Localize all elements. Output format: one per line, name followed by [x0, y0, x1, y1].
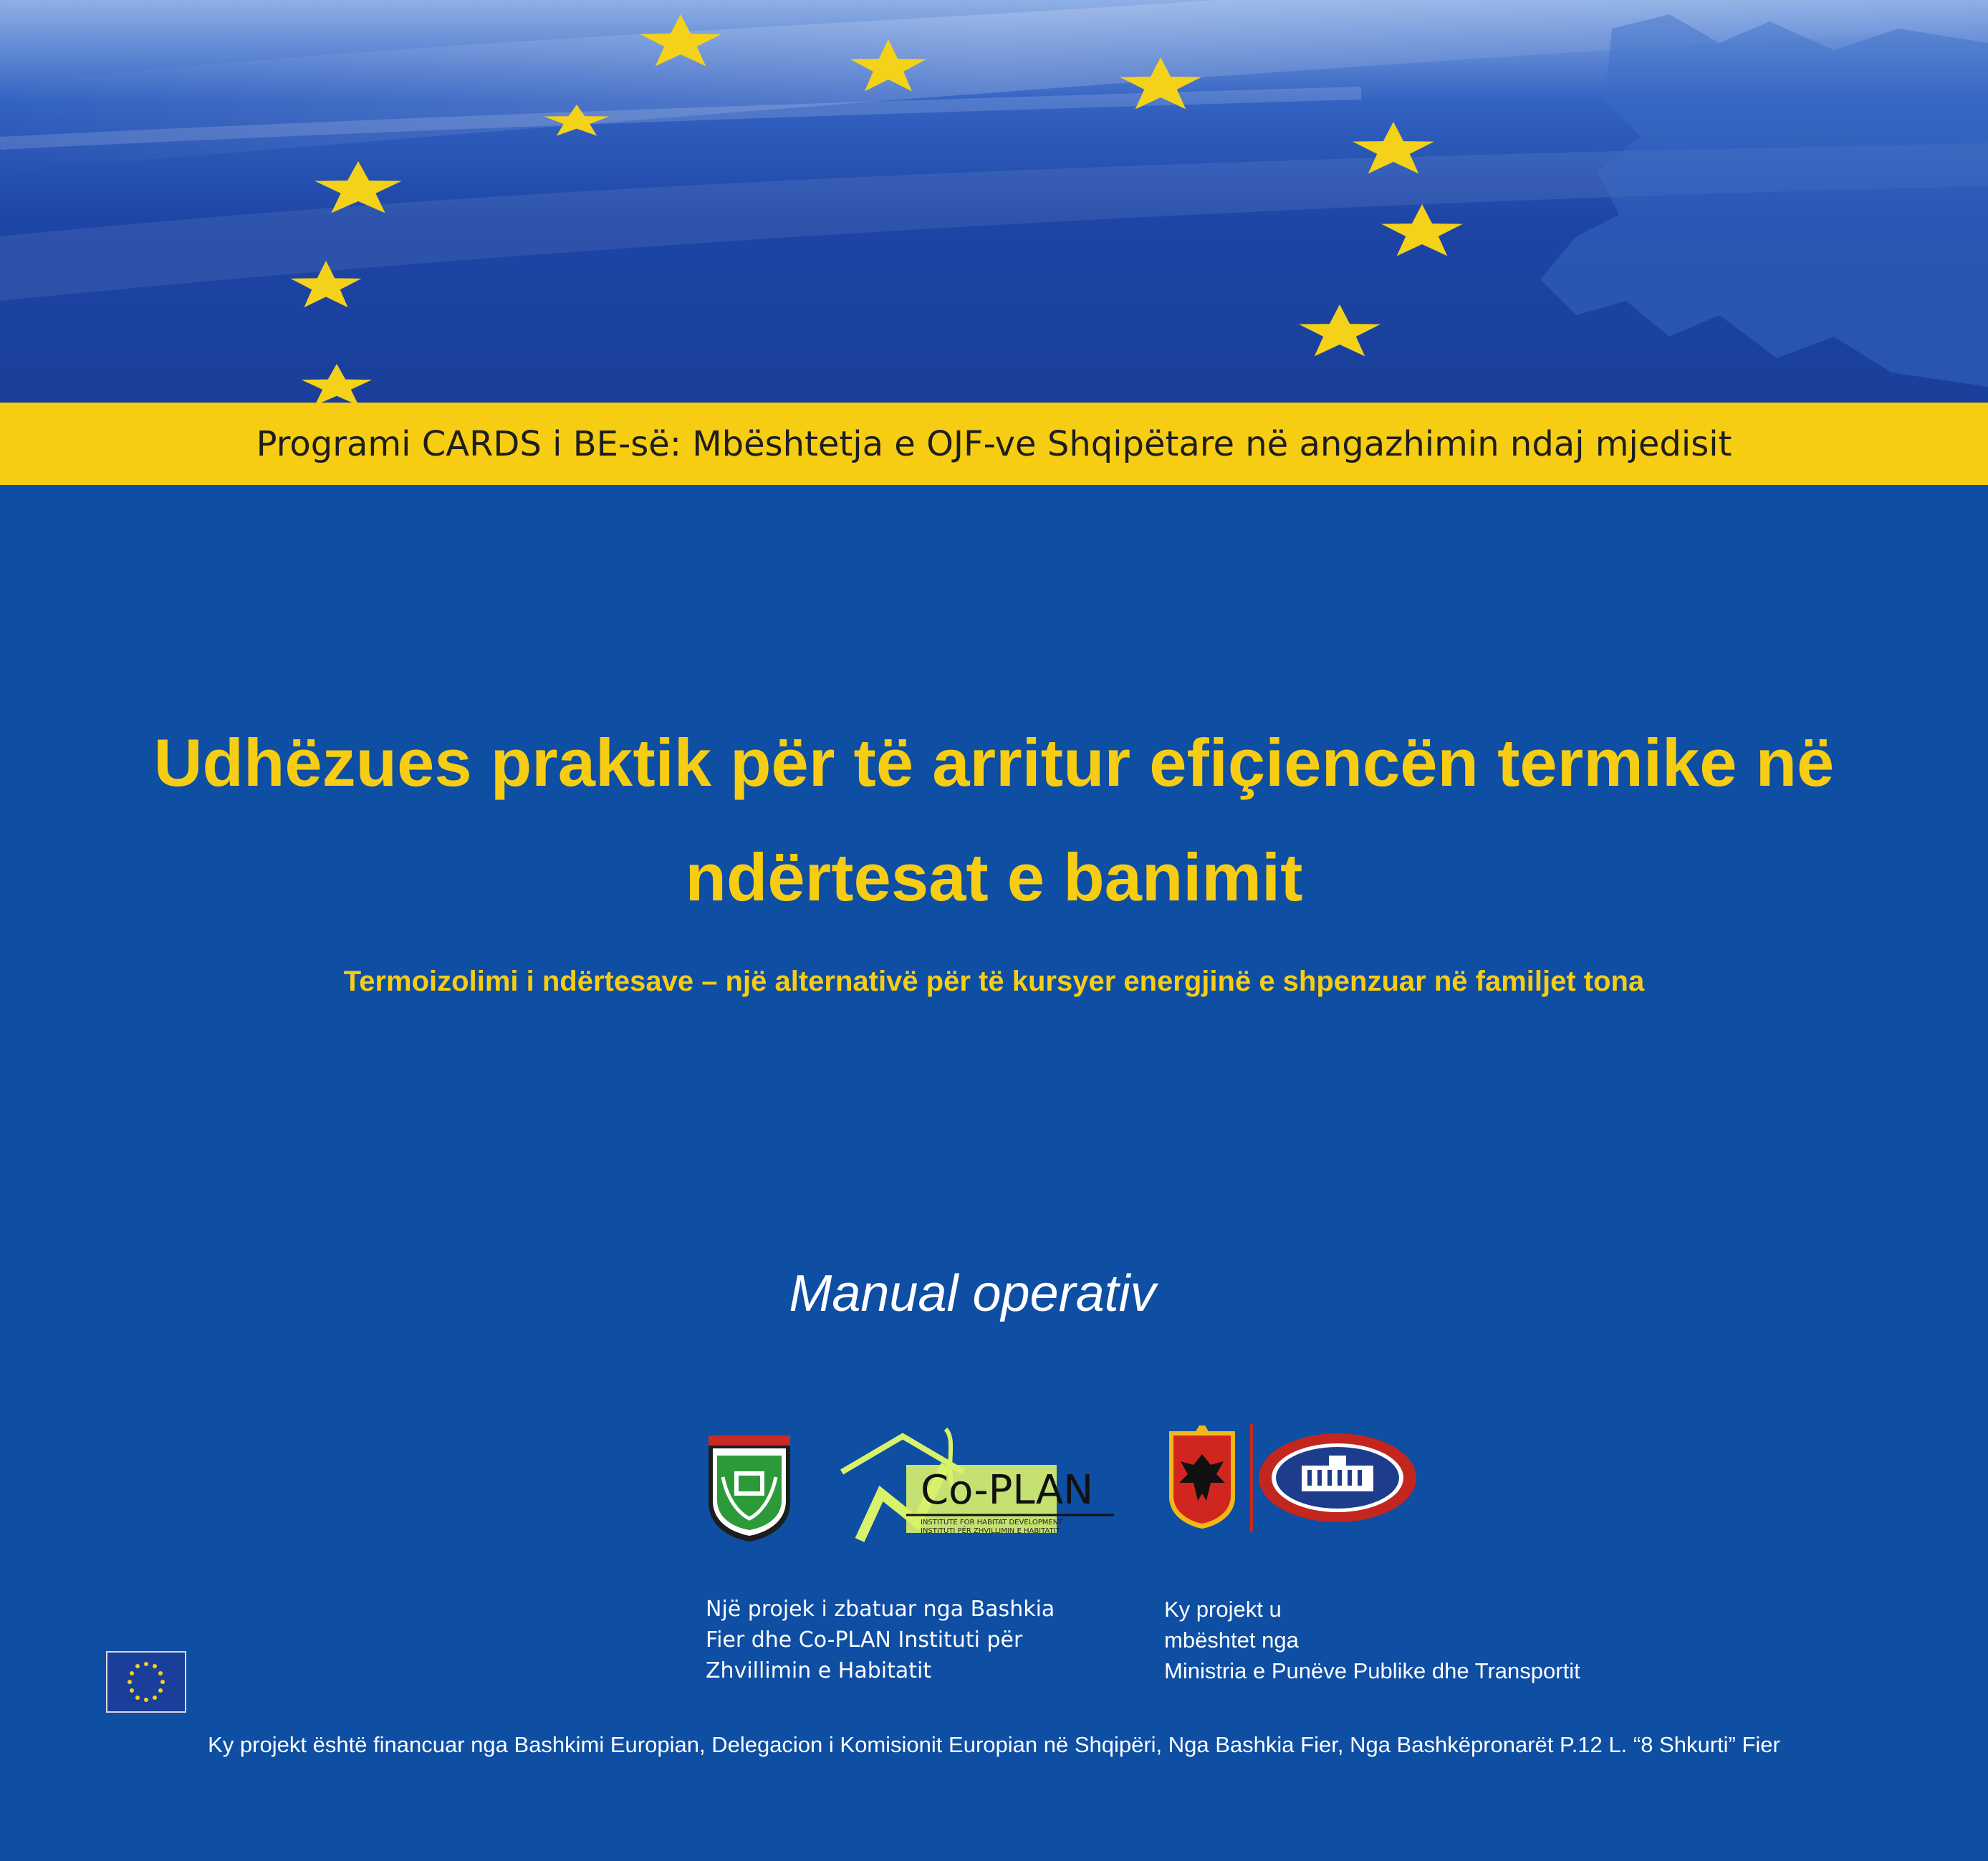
document-subtitle: Termoizolimi i ndërtesave – një alternativë për të kursyer energjinë e shpenzuar në familjet tona [343, 966, 1645, 997]
document-title [107, 706, 1881, 935]
eu-flag-icon [106, 1651, 186, 1713]
coplan-tagline-en: INSTITUTE FOR HABITAT DEVELOPMENT [921, 1519, 1063, 1526]
logo-divider [1250, 1424, 1253, 1531]
support-credit-line-2: mbështet nga [1164, 1627, 1299, 1653]
manual-label: Manual operativ [789, 1265, 1156, 1322]
program-title: Programi CARDS i BE-së: Mbështetja e OJF-ve Shqipëtare në angazhimin ndaj mjedisit [256, 423, 1732, 464]
ministry-seal [1257, 1431, 1418, 1524]
coplan-tagline [921, 1519, 1062, 1536]
implementation-credit-line-3: Zhvillimin e Habitatit [706, 1658, 932, 1683]
support-credit-line-1: Ky projekt u [1164, 1597, 1282, 1622]
implementation-credit-line-1: Një projek i zbatuar nga Bashkia [706, 1597, 1055, 1622]
albania-eagle-emblem [1166, 1425, 1238, 1529]
fier-municipality-crest [706, 1434, 793, 1543]
title-line-2: ndërtesat e banimit [685, 840, 1303, 915]
eu-flag-banner [0, 0, 1988, 403]
funding-footer: Ky projekt është financuar nga Bashkimi Europian, Delegacion i Komisionit Europian në Shqipëri, Nga Bashkia Fier, Nga Bashkëpronarët P.12 L. “8 Shkurti” Fier [208, 1732, 1780, 1757]
program-banner [0, 403, 1988, 485]
coplan-name: Co-PLAN [921, 1467, 1094, 1514]
implementation-credit-line-2: Fier dhe Co-PLAN Instituti për [706, 1627, 1023, 1653]
implementation-credit [706, 1594, 1055, 1686]
support-credit-line-3: Ministria e Punëve Publike dhe Transportit [1164, 1658, 1580, 1683]
coplan-tagline-sq: INSTITUTI PËR ZHVILLIMIN E HABITATIT [921, 1527, 1060, 1535]
title-line-1: Udhëzues praktik për të arritur efiçiencën termike në [153, 725, 1835, 800]
support-credit [1164, 1594, 1580, 1686]
